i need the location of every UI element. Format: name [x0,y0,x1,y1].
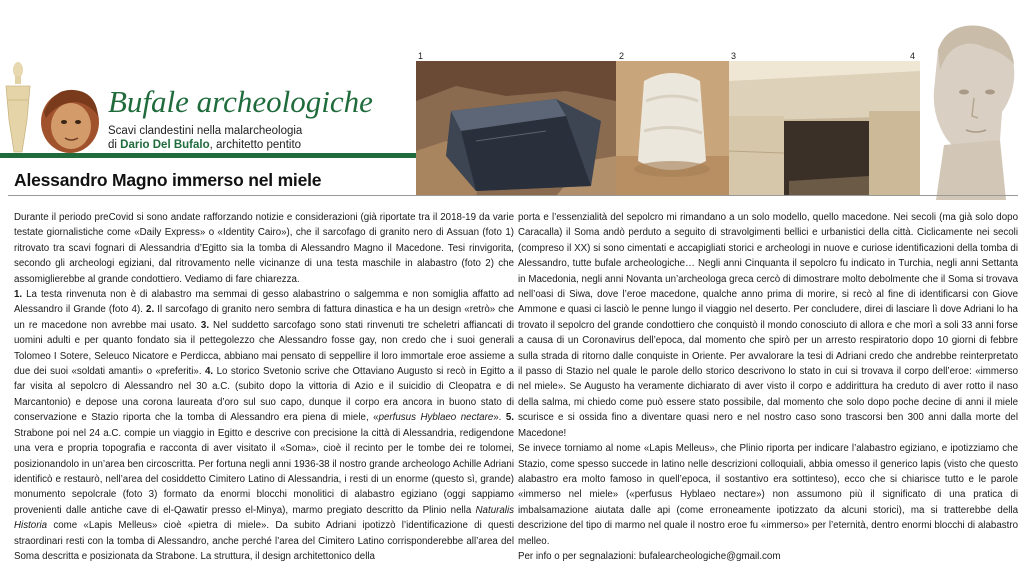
photo-sarcophagus-image [416,61,616,196]
subtitle-line-1: Scavi clandestini nella malarcheologia [108,125,303,137]
paragraph-continuation: porta e l’essenzialità del sepolcro mi rimandano a un solo modello, quello macedone. Nei secoli (ma già solo dopo Caracalla) il Soma andò perduto a seguito di stravolgimenti bellici e urbanistici della città. Ciclicamente nei secoli (compreso il XX) si sono cimentati e accapigliati storici e archeologi in nuove e curiose identificazioni della tomba di Alessandro, tutte bufale archeologiche… Negli anni Cinquanta il sepolcro fu indicato in Turchia, negli anni Settanta in Macedonia, negli anni Novanta un’archeologa greca cercò di dimostrare molto debolmente che il Soma si trovava nell’oasi di Siwa, dove l’eroe macedone, qualche anno prima di morire, si recò al fine di identificarsi con Giove Ammone e quasi ci lasciò le penne lungo il viaggio nel deserto. Per concludere, direi di lasciare lì dove Adriani lo ha trovato il sepolcro del grande condottiero che conquistò il mondo conosciuto di allora e che morì a soli 33 anni forse a causa di un Coronavirus dell’epoca, dal momento che spirò per un arresto respiratorio dopo 10 giorni di febbre sulla strada di ritorno dalle conquiste in Oriente. Per avvalorare la tesi di Adriani credo che andrebbe reinterpretato il passo di Stazio nel quale le parole dello storico descrivono lo stato in cui si trovava il corpo dell’eroe: «immerso nel miele». Se Augusto ha veramente dichiarato di aver visto il corpo e addirittura ha creduto di aver rotto il naso della salma, mi chiedo come può essere stato possibile, dal momento che solo dopo poche decine di anni il miele scurisce e si ossida fino a diventare quasi nero e nel nostro caso sono trascorsi ben 300 anni dalla morte del Macedone! [518,212,1018,439]
paragraph-intro: Durante il periodo preCovid si sono andate rafforzando notizie e considerazioni (già riportate tra il 2018-19 da varie testate giornalistiche come «Daily Express» o «Identity Cairo»), che il sarcofago di granito nero di Assuan (foto 1) ritrovato tra scavi fognari di Alessandria d’Egitto sia la tomba di Alessandro Magno il Macedone. Tesi rinvigorita, secondo gli archeologi egiziani, dal ritrovamento nelle vicinanze di una testa maschile in alabastro (foto 2) che assomiglierebbe al grande condottiero. Vediamo di fare chiarezza. [14,212,514,285]
cycladic-statuette-image [2,60,34,155]
photo-alabaster-tomb-image [729,61,920,196]
photo-alexander-bust-image [916,20,1022,200]
header-green-rule [0,153,416,158]
photo-number-2: 2 [619,51,625,61]
column-subtitle [108,124,302,152]
photo-number-4: 4 [910,51,916,61]
headline-rule [8,195,1018,196]
author-portrait-image [34,82,104,154]
author-name: Dario Del Bufalo [120,139,210,151]
article-headline: Alessandro Magno immerso nel miele [14,170,322,190]
column-title: Bufale archeologiche [108,84,373,119]
article-column-1 [14,210,514,564]
article-column-2 [518,210,1018,564]
photo-number-3: 3 [731,51,737,61]
paragraph-points: 1. La testa rinvenuta non è di alabastro ma semmai di gesso alabastrino o salgemma e non somiglia affatto ad Alessandro il Grande (foto 4). 2. Il sarcofago di granito nero sembra di fattura dinastica e ha un design «retrò» che un re macedone non avrebbe mai usato. 3. Nel suddetto sarcofago sono stati rinvenuti tre scheletri affiancati di uomini adulti e per quanto fondato sia il pettegolezzo che Alessandro fosse gay, non credo che i suoi generali Tolomeo I Sotere, Seleuco Nicatore e Perdicca, abbiano mai pensato di seppellire il loro immortale eroe assieme a due dei suoi «soldati amanti» o «preferiti». 4. Lo storico Svetonio scrive che Ottaviano Augusto si recò in Egitto a far visita al sepolcro di Alessandro nel 30 a.C. (subito dopo la vittoria di Azio e il suicidio di Cleopatra e di Marcantonio) e depose una corona laureata d’oro sul suo capo, dunque il corpo era ancora in buono stato di conservazione e Stazio riporta che la tomba di Alessandro era piena di miele, «perfusus Hyblaeo nectare». 5. Strabone poi nel 24 a.C. compie un viaggio in Egitto e descrive con precisione la città di Alessandria, redigendone una vera e propria topografia e racconta di aver visitato il «Soma», cioè il recinto per le tombe dei re tolomei, posizionandolo in un’area ben circoscritta. Per fortuna negli anni 1936-38 il nostro grande archeologo Achille Adriani identificò e restaurò, nell’area del cosiddetto Cimitero Latino di Alessandria, i resti di un enorme (questo sì, grande) monumento sepolcrale (foto 3) formato da enormi blocchi monolitici di alabastro egiziano (oggi sappiamo provenienti dalle antiche cave di el-Qawatir presso el-Minya), marmo pregiato descritto da Plinio nella Naturalis Historia come «Lapis Melleus» cioè «pietra di miele». Da subito Adriani ipotizzò l’identificazione di questi straordinari resti con la tomba di Alessandro, anche perché l’area del Cimitero Latino corrisponderebbe all’area del Soma descritta e posizionata da Strabone. La struttura, il design architettonico della [14,289,515,562]
photo-alabaster-head-image [616,61,729,196]
photo-number-1: 1 [418,51,424,61]
paragraph-lapis-melleus: Se invece torniamo al nome «Lapis Melleus», che Plinio riporta per indicare l’alabastro egiziano, e ipotizziamo che Stazio, come spesso succede in latino nelle descrizioni colloquiali, abbia omesso il generico lapis (visto che questo alabastro era molto famoso in quell’epoca, il sostantivo era sottinteso), ecco che si chiarisce tutto e le parole «immerso nel miele» («perfusus Hyblaeo nectare») non assumono più il significato di una pratica di imbalsamazione aiutata dalle api (come erroneamente ipotizzato da alcuni storici), ma si tratterebbe della descrizione del tipo di marmo nel quale il nostro eroe fu «immerso» per l’eternità, dentro enormi blocchi di alabastro melleo. [518,443,1018,547]
contact-line: Per info o per segnalazioni: bufalearcheologiche@gmail.com [518,550,781,562]
subtitle-line-2: di Dario Del Bufalo, architetto pentito [108,139,302,151]
